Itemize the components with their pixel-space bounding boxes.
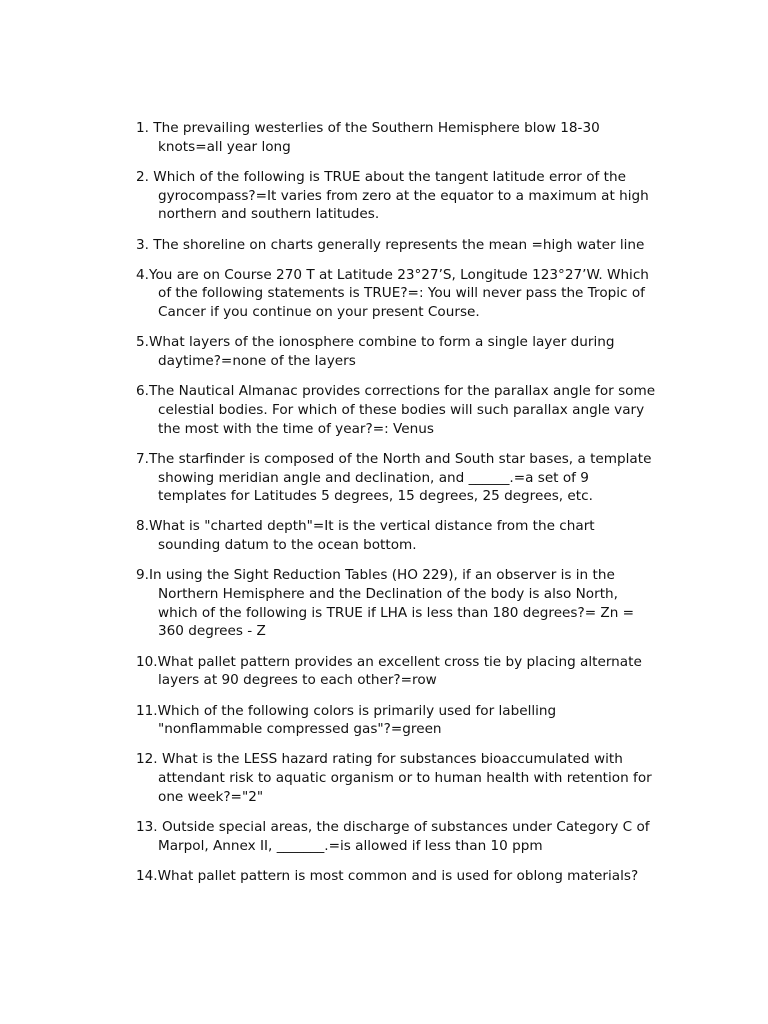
question-item-9: 9.In using the Sight Reduction Tables (HO 229), if an observer is in the Northern Hemisphere and the Declination of the body is also North, which of the following is TRUE if LHA is less than 180 degrees?= Zn = 360 degrees - Z xyxy=(136,567,635,640)
question-item-8: 8.What is "charted depth"=It is the vertical distance from the chart sounding datum to the ocean bottom. xyxy=(136,518,595,554)
question-item-3: 3. The shoreline on charts generally represents the mean =high water line xyxy=(136,236,645,253)
question-item-1: 1. The prevailing westerlies of the Southern Hemisphere blow 18-30 knots=all year long xyxy=(136,120,600,155)
question-item-14: 14.What pallet pattern is most common and is used for oblong materials? xyxy=(136,868,639,884)
question-item-5: 5.What layers of the ionosphere combine to form a single layer during daytime?=none of the layers xyxy=(136,334,615,370)
question-item-10: 10.What pallet pattern provides an excellent cross tie by placing alternate layers at 90 degrees to each other?=row xyxy=(136,653,642,689)
question-item-13: 13. Outside special areas, the discharge of substances under Category C of Marpol, Annex II, _______.=is allowed if less than 10 ppm xyxy=(136,819,650,854)
question-answer-list xyxy=(136,119,656,886)
question-item-2: 2. Which of the following is TRUE about the tangent latitude error of the gyrocompass?=It varies from zero at the equator to a maximum at high northern and southern latitudes. xyxy=(136,168,649,223)
question-item-4: 4.You are on Course 270 T at Latitude 23°27’S, Longitude 123°27’W. Which of the following statements is TRUE?=: You will never pass the Tropic of Cancer if you continue on your present Course. xyxy=(136,266,649,321)
question-item-7: 7.The starfinder is composed of the North and South star bases, a template showing meridian angle and declination, and ______.=a set of 9 templates for Latitudes 5 degrees, 15 degrees, 25 degrees, etc. xyxy=(136,450,652,505)
question-item-12: 12. What is the LESS hazard rating for substances bioaccumulated with attendant risk to aquatic organism or to human health with retention for one week?="2" xyxy=(136,751,652,805)
question-item-6: 6.The Nautical Almanac provides corrections for the parallax angle for some celestial bodies. For which of these bodies will such parallax angle vary the most with the time of year?=: Venus xyxy=(136,383,656,437)
question-item-11: 11.Which of the following colors is primarily used for labelling "nonflammable compressed gas"?=green xyxy=(136,702,557,738)
